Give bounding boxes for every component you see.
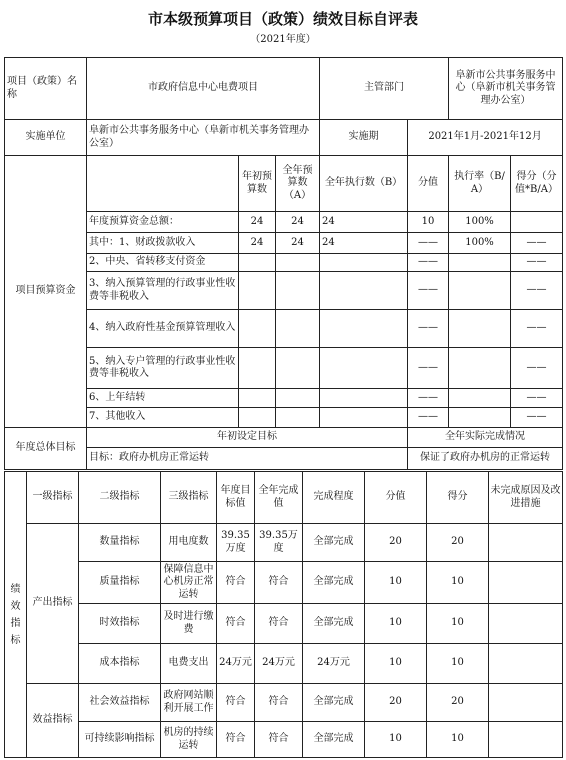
budget-row: 6、上年结转 —— —— xyxy=(5,389,563,408)
budget-row: 5、纳入专户管理的行政事业性收费等非税收入 —— —— xyxy=(5,348,563,389)
col-initial-header: 年初预算数 xyxy=(239,156,276,212)
budget-row: 其中：1、财政拨款收入 24 24 24 —— 100% —— xyxy=(5,233,563,254)
budget-row: 年度预算资金总额： 24 24 24 10 100% xyxy=(5,212,563,233)
col-score-value-header: 分值 xyxy=(408,156,449,212)
actual-header: 全年完成值 xyxy=(255,472,303,524)
indicator-row: 效益指标 社会效益指标 政府网站顺利开展工作 符合 符合 全部完成 20 20 xyxy=(5,684,563,722)
target-header: 年度目标值 xyxy=(217,472,255,524)
indicator-row: 成本指标 电费支出 24万元 24万元 24万元 10 10 xyxy=(5,644,563,684)
indicator-section-label: 绩效指标 xyxy=(5,472,27,758)
reason-header: 未完成原因及改进措施 xyxy=(489,472,563,524)
indicator-row: 可持续影响指标 机房的持续运转 符合 符合 全部完成 10 10 xyxy=(5,722,563,758)
impl-unit: 阜新市公共事务服务中心（阜新市机关事务管理办公室） xyxy=(87,120,320,156)
col-annual-header: 全年预算数（A） xyxy=(276,156,320,212)
form-year: （2021年度） xyxy=(250,34,316,45)
goals-row xyxy=(5,448,563,470)
project-name-row xyxy=(5,58,563,120)
budget-row: 2、中央、省转移支付资金 —— —— xyxy=(5,254,563,272)
project-name-label: 项目（政策）名称 xyxy=(5,58,87,120)
completion-header: 完成程度 xyxy=(303,472,365,524)
budget-table xyxy=(4,57,563,470)
budget-row: 7、其他收入 —— —— xyxy=(5,408,563,428)
dept-label: 主管部门 xyxy=(320,58,449,120)
project-name: 市政府信息中心电费项目 xyxy=(87,58,320,120)
impl-period: 2021年1月-2021年12月 xyxy=(408,120,563,156)
budget-row: 3、纳入预算管理的行政事业性收费等非税收入 —— —— xyxy=(5,272,563,310)
indicator-header-row xyxy=(5,472,563,524)
budget-row-label: 7、其他收入 xyxy=(87,408,239,428)
budget-header-row xyxy=(5,156,563,212)
score-value-header: 分值 xyxy=(365,472,427,524)
impl-period-label: 实施期 xyxy=(320,120,408,156)
col-exec-rate-header: 执行率（B/A） xyxy=(449,156,511,212)
score-header: 得分 xyxy=(427,472,489,524)
indicator-row: 质量指标 保障信息中心机房正常运转 符合 符合 全部完成 10 10 xyxy=(5,562,563,604)
col-score-header: 得分（分值*B/A） xyxy=(511,156,563,212)
level3-header: 三级指标 xyxy=(161,472,217,524)
actual-goal-header: 全年实际完成情况 xyxy=(408,428,563,448)
col-executed-header: 全年执行数（B） xyxy=(320,156,408,212)
budget-section-label: 项目预算资金 xyxy=(5,156,87,428)
form-title: 市本级预算项目（政策）绩效目标自评表 xyxy=(147,10,418,28)
budget-row-label: 6、上年结转 xyxy=(87,389,239,408)
initial-goal-header: 年初设定目标 xyxy=(87,428,408,448)
budget-row-label: 5、纳入专户管理的行政事业性收费等非税收入 xyxy=(87,348,239,389)
level2-header: 二级指标 xyxy=(79,472,161,524)
annual-goal-label: 年度总体目标 xyxy=(5,428,87,470)
level1-header: 一级指标 xyxy=(27,472,79,524)
budget-row-label: 4、纳入政府性基金预算管理收入 xyxy=(87,310,239,348)
goals-header-row xyxy=(5,428,563,448)
indicator-table xyxy=(4,471,563,758)
output-indicator-group: 产出指标 xyxy=(27,524,79,684)
budget-row-label: 2、中央、省转移支付资金 xyxy=(87,254,239,272)
benefit-indicator-group: 效益指标 xyxy=(27,684,79,758)
budget-row: 4、纳入政府性基金预算管理收入 —— —— xyxy=(5,310,563,348)
budget-row-label: 年度预算资金总额： xyxy=(87,212,239,233)
impl-unit-row xyxy=(5,120,563,156)
initial-goal: 目标：政府办机房正常运转 xyxy=(87,448,408,470)
dept-value: 阜新市公共事务服务中心（阜新市机关事务管理办公室） xyxy=(449,58,563,120)
actual-goal: 保证了政府办机房的正常运转 xyxy=(408,448,563,470)
budget-row-label: 3、纳入预算管理的行政事业性收费等非税收入 xyxy=(87,272,239,310)
indicator-row: 产出指标 数量指标 用电度数 39.35万度 39.35万度 全部完成 20 20 xyxy=(5,524,563,562)
indicator-row: 时效指标 及时进行缴费 符合 符合 全部完成 10 10 xyxy=(5,604,563,644)
budget-row-label: 其中：1、财政拨款收入 xyxy=(87,233,239,254)
impl-unit-label: 实施单位 xyxy=(5,120,87,156)
